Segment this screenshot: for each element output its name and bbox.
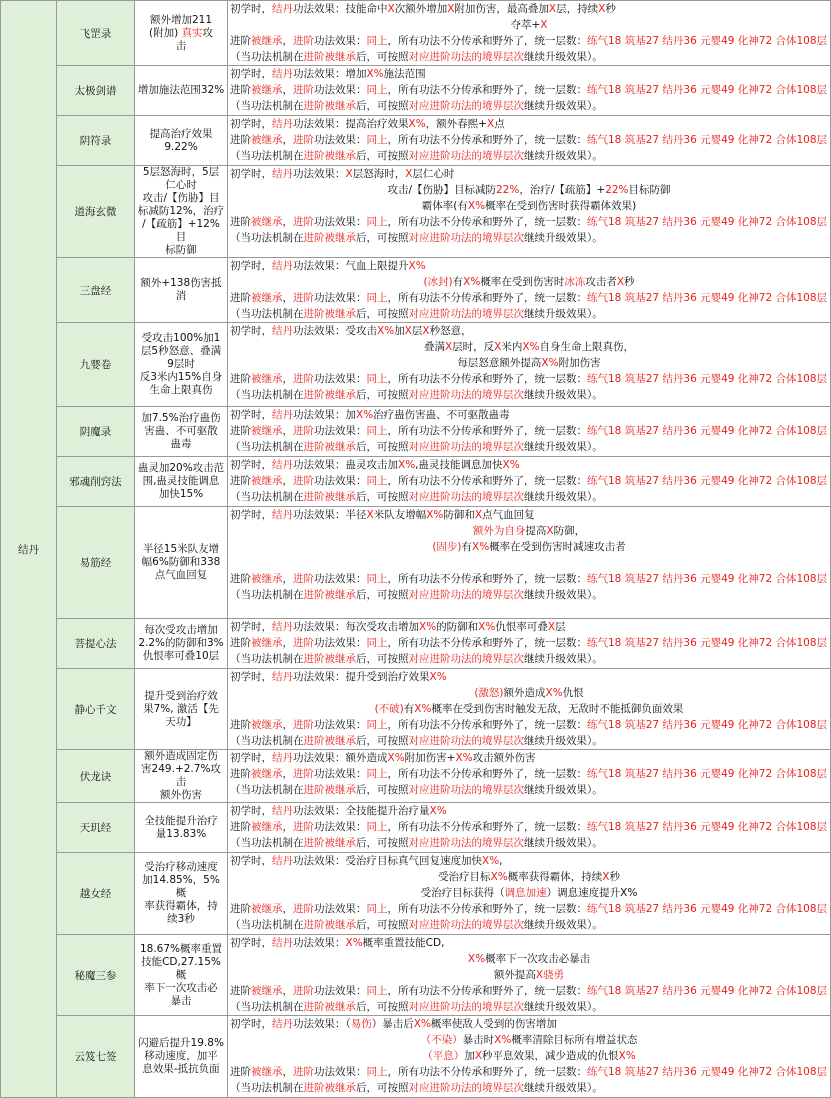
base-effect-line: 息效果-抵抗负面 bbox=[142, 1063, 220, 1075]
technique-description bbox=[228, 507, 831, 619]
initial-effect-line: 初学时，结丹功法效果：全技能提升治疗量X% bbox=[230, 805, 447, 817]
upgrade-note-line: （当功法机制在进阶被继承后，可按照对应进阶功法的境界层次继续升级效果）。 bbox=[230, 1082, 603, 1094]
technique-name: 九婴卷 bbox=[57, 323, 135, 407]
technique-name: 天玑经 bbox=[57, 803, 135, 853]
technique-row bbox=[1, 258, 831, 323]
technique-row bbox=[1, 669, 831, 750]
initial-effect-line: 初学时，结丹功法效果：X层怒海时，X层仁心时 bbox=[230, 168, 455, 180]
base-effect bbox=[135, 407, 228, 457]
stage-label: 结丹 bbox=[1, 1, 57, 1098]
base-effect-line: 2.2%的防御和3% bbox=[138, 637, 224, 649]
effect-detail-line: (固步)有X%概率在受到伤害时减速攻击者 bbox=[432, 541, 626, 553]
technique-row bbox=[1, 323, 831, 407]
base-effect bbox=[135, 116, 228, 166]
base-effect-line: 技能CD,27.15%概 bbox=[141, 955, 221, 981]
base-effect-line: 9层时 bbox=[167, 358, 195, 370]
base-effect-line: /【疏筋】+12%目 bbox=[142, 218, 220, 243]
base-effect-line: 标减防12%，治疗 bbox=[137, 205, 225, 217]
advancement-line: 进阶被继承，进阶功法效果：同上，所有功法不分传承和野外了，统一层数：练气18 筑基27 结丹36 元婴49 化神72 合体108层 bbox=[230, 637, 828, 649]
technique-row bbox=[1, 407, 831, 457]
base-effect bbox=[135, 935, 228, 1016]
base-effect bbox=[135, 1, 228, 66]
upgrade-note-line: （当功法机制在进阶被继承后，可按照对应进阶功法的境界层次继续升级效果）。 bbox=[230, 653, 603, 665]
base-effect-line: 18.67%概率重置 bbox=[139, 942, 223, 955]
technique-name: 静心千文 bbox=[57, 669, 135, 750]
base-effect-line: 害蛊、不可驱散 bbox=[144, 425, 218, 437]
base-effect-line: 受攻击100%加1 bbox=[141, 332, 221, 344]
advancement-line: 进阶被继承，进阶功法效果：同上，所有功法不分传承和野外了，统一层数：练气18 筑基27 结丹36 元婴49 化神72 合体108层 bbox=[230, 821, 828, 833]
technique-row bbox=[1, 116, 831, 166]
initial-effect-line: 初学时，结丹功法效果：蛊灵攻击加X%,蛊灵技能调息加快X% bbox=[230, 459, 520, 471]
base-effect-line: 标防御 bbox=[165, 244, 197, 256]
base-effect bbox=[135, 619, 228, 669]
initial-effect-line: 初学时，结丹功法效果：受攻击X%加X层X秒怒意， bbox=[230, 325, 472, 337]
base-effect-line: 消 bbox=[175, 290, 187, 302]
effect-detail-line: 霸体率(有X%概率在受到伤害时获得霸体效果) bbox=[421, 200, 637, 212]
upgrade-note-line: （当功法机制在进阶被继承后，可按照对应进阶功法的境界层次继续升级效果）。 bbox=[230, 491, 603, 503]
base-effect-line: 反3米内15%自身 bbox=[139, 371, 223, 383]
base-effect-line: 仇恨率可叠10层 bbox=[142, 650, 220, 662]
technique-row bbox=[1, 1, 831, 66]
technique-name: 道海玄微 bbox=[57, 166, 135, 258]
technique-description bbox=[228, 935, 831, 1016]
base-effect-line: 闪避后提升19.8% bbox=[138, 1037, 224, 1049]
initial-effect-line: 初学时，结丹功法效果：X%概率重置技能CD, bbox=[230, 937, 445, 949]
technique-row bbox=[1, 803, 831, 853]
base-effect bbox=[135, 853, 228, 935]
technique-row bbox=[1, 507, 831, 619]
base-effect-line: 移动速度，加平 bbox=[144, 1050, 218, 1062]
base-effect-line: 9.22% bbox=[164, 140, 198, 153]
technique-description bbox=[228, 619, 831, 669]
base-effect bbox=[135, 457, 228, 507]
upgrade-note-line: （当功法机制在进阶被继承后，可按照对应进阶功法的境界层次继续升级效果）。 bbox=[230, 232, 603, 244]
technique-row bbox=[1, 619, 831, 669]
base-effect-line: 点气血回复 bbox=[154, 569, 208, 581]
base-effect-line: 害249.+2.7%攻击 bbox=[141, 763, 221, 788]
upgrade-note-line: （当功法机制在进阶被继承后，可按照对应进阶功法的境界层次继续升级效果）。 bbox=[230, 735, 603, 747]
technique-row bbox=[1, 166, 831, 258]
effect-detail-line bbox=[230, 555, 828, 571]
technique-name: 飞罡录 bbox=[57, 1, 135, 66]
technique-description bbox=[228, 853, 831, 935]
base-effect-line: 果7%, 激活【先 bbox=[143, 702, 219, 715]
base-effect-line: 每次受攻击增加 bbox=[144, 624, 218, 636]
base-effect-line: 提升受到治疗效 bbox=[144, 689, 218, 702]
base-effect-line: 加快15% bbox=[158, 488, 204, 500]
initial-effect-line: 初学时，结丹功法效果：每次受攻击增加X%的防御和X%仇恨率可叠X层 bbox=[230, 621, 566, 633]
technique-row bbox=[1, 457, 831, 507]
advancement-line: 进阶被继承，进阶功法效果：同上，所有功法不分传承和野外了，统一层数：练气18 筑基27 结丹36 元婴49 化神72 合体108层 bbox=[230, 425, 828, 437]
base-effect bbox=[135, 507, 228, 619]
technique-name: 菩提心法 bbox=[57, 619, 135, 669]
base-effect bbox=[135, 323, 228, 407]
base-effect-line: 率下一次攻击必 bbox=[144, 981, 218, 994]
technique-name: 邪魂削窍法 bbox=[57, 457, 135, 507]
technique-description bbox=[228, 457, 831, 507]
technique-row bbox=[1, 935, 831, 1016]
upgrade-note-line: （当功法机制在进阶被继承后，可按照对应进阶功法的境界层次继续升级效果）。 bbox=[230, 589, 603, 601]
base-effect-line: 提高治疗效果 bbox=[149, 127, 213, 140]
effect-detail-line: 额外为自身提高X防御， bbox=[472, 525, 586, 537]
base-effect-line: 围,蛊灵技能调息 bbox=[142, 475, 220, 487]
effect-detail-line: 每层怒意额外提高X%附加伤害 bbox=[457, 357, 601, 369]
effect-detail-line: 攻击/【伤胁】目标减防22%，治疗/【疏筋】+22%目标防御 bbox=[387, 184, 671, 196]
advancement-line: 进阶被继承，进阶功法效果：同上，所有功法不分传承和野外了，统一层数：练气18 筑基27 结丹36 元婴49 化神72 合体108层 bbox=[230, 134, 828, 146]
base-effect-line: 暴击 bbox=[170, 994, 192, 1007]
base-effect-line: 率获得霸体，持 bbox=[144, 900, 218, 912]
initial-effect-line: 初学时，结丹功法效果：气血上限提升X% bbox=[230, 260, 426, 272]
technique-description bbox=[228, 116, 831, 166]
technique-name: 三盘经 bbox=[57, 258, 135, 323]
upgrade-note-line: （当功法机制在进阶被继承后，可按照对应进阶功法的境界层次继续升级效果）。 bbox=[230, 308, 603, 320]
base-effect-line: 蛊灵加20%攻击范 bbox=[137, 462, 225, 474]
effect-detail-line: （平息）加X秒平息效果，减少造成的仇恨X% bbox=[422, 1050, 636, 1062]
base-effect bbox=[135, 1016, 228, 1098]
technique-description bbox=[228, 1016, 831, 1098]
initial-effect-line: 初学时，结丹功法效果：受治疗目标真气回复速度加快X%, bbox=[230, 855, 503, 867]
base-effect-line: 量13.83% bbox=[155, 827, 207, 840]
technique-name: 易筋经 bbox=[57, 507, 135, 619]
technique-description bbox=[228, 669, 831, 750]
base-effect-line: 天功】 bbox=[165, 715, 197, 728]
base-effect-line: 额外造成固定伤 bbox=[144, 750, 218, 762]
base-effect-line: 幅6%防御和338 bbox=[141, 556, 221, 568]
advancement-line: 进阶被继承，进阶功法效果：同上，所有功法不分传承和野外了，统一层数：练气18 筑基27 结丹36 元婴49 化神72 合体108层 bbox=[230, 573, 828, 585]
advancement-line: 进阶被继承，进阶功法效果：同上，所有功法不分传承和野外了，统一层数：练气18 筑基27 结丹36 元婴49 化神72 合体108层 bbox=[230, 292, 828, 304]
effect-detail-line: (激怒)额外造成X%仇恨 bbox=[474, 687, 584, 699]
technique-description bbox=[228, 750, 831, 803]
advancement-line: 进阶被继承，进阶功法效果：同上，所有功法不分传承和野外了，统一层数：练气18 筑基27 结丹36 元婴49 化神72 合体108层 bbox=[230, 903, 828, 915]
base-effect bbox=[135, 669, 228, 750]
technique-name: 太极剑谱 bbox=[57, 66, 135, 116]
advancement-line: 进阶被继承，进阶功法效果：同上，所有功法不分传承和野外了，统一层数：练气18 筑基27 结丹36 元婴49 化神72 合体108层 bbox=[230, 1066, 828, 1078]
initial-effect-line: 初学时，结丹功法效果：增加X%施法范围 bbox=[230, 68, 426, 80]
initial-effect-line: 初学时，结丹功法效果：技能命中X次额外增加X附加伤害，最高叠加X层，持续X秒 bbox=[230, 3, 616, 15]
base-effect-line: 5层怒海时，5层 bbox=[142, 166, 220, 178]
advancement-line: 进阶被继承，进阶功法效果：同上，所有功法不分传承和野外了，统一层数：练气18 筑基27 结丹36 元婴49 化神72 合体108层 bbox=[230, 84, 828, 96]
effect-detail-line: (冰封)有X%概率在受到伤害时冰冻攻击者X秒 bbox=[423, 276, 635, 288]
technique-name: 伏龙诀 bbox=[57, 750, 135, 803]
base-effect-line: 增加施法范围32% bbox=[137, 84, 225, 96]
technique-description bbox=[228, 323, 831, 407]
upgrade-note-line: （当功法机制在进阶被继承后，可按照对应进阶功法的境界层次继续升级效果）。 bbox=[230, 389, 603, 401]
base-effect-line: 额外增加211 bbox=[149, 13, 213, 26]
technique-row bbox=[1, 66, 831, 116]
technique-description bbox=[228, 66, 831, 116]
technique-name: 秘魔三参 bbox=[57, 935, 135, 1016]
technique-row bbox=[1, 853, 831, 935]
advancement-line: 进阶被继承，进阶功法效果：同上，所有功法不分传承和野外了，统一层数：练气18 筑基27 结丹36 元婴49 化神72 合体108层 bbox=[230, 35, 828, 47]
effect-detail-line: （不染）暴击时X%概率清除目标所有增益状态 bbox=[420, 1034, 638, 1046]
initial-effect-line: 初学时，结丹功法效果：半径X米队友增幅X%防御和X点气血回复 bbox=[230, 509, 535, 521]
technique-name: 越女经 bbox=[57, 853, 135, 935]
base-effect-line: 生命上限真伤 bbox=[149, 384, 213, 396]
base-effect-line: 额外+138伤害抵 bbox=[140, 277, 222, 289]
base-effect-line: 全技能提升治疗 bbox=[144, 814, 218, 827]
base-effect bbox=[135, 750, 228, 803]
base-effect-line: 击 bbox=[175, 39, 187, 52]
technique-description bbox=[228, 1, 831, 66]
base-effect-line: 续3秒 bbox=[167, 913, 195, 925]
initial-effect-line: 初学时，结丹功法效果：提高治疗效果X%，额外春熙+X点 bbox=[230, 118, 505, 130]
base-effect-line: 额外伤害 bbox=[160, 789, 202, 801]
upgrade-note-line: （当功法机制在进阶被继承后，可按照对应进阶功法的境界层次继续升级效果）。 bbox=[230, 1001, 603, 1013]
initial-effect-line: 初学时，结丹功法效果：加X%治疗蛊伤害蛊、不可驱散蛊毒 bbox=[230, 409, 510, 421]
base-effect-line: 加7.5%治疗蛊伤 bbox=[141, 412, 221, 424]
effect-detail-line: 额外提高X骁勇 bbox=[493, 969, 565, 981]
effect-detail-line: 夺萃+X bbox=[510, 19, 548, 31]
upgrade-note-line: （当功法机制在进阶被继承后，可按照对应进阶功法的境界层次继续升级效果）。 bbox=[230, 51, 603, 63]
advancement-line: 进阶被继承，进阶功法效果：同上，所有功法不分传承和野外了，统一层数：练气18 筑基27 结丹36 元婴49 化神72 合体108层 bbox=[230, 475, 828, 487]
technique-name: 阴符录 bbox=[57, 116, 135, 166]
base-effect-line: 蛊毒 bbox=[170, 438, 192, 450]
advancement-line: 进阶被继承，进阶功法效果：同上，所有功法不分传承和野外了，统一层数：练气18 筑基27 结丹36 元婴49 化神72 合体108层 bbox=[230, 216, 828, 228]
base-effect-line: 半径15米队友增 bbox=[142, 543, 220, 555]
base-effect-line: 层5秒怒意、叠满 bbox=[140, 345, 222, 357]
base-effect bbox=[135, 803, 228, 853]
base-effect-line: (附加) 真实攻 bbox=[148, 26, 214, 39]
upgrade-note-line: （当功法机制在进阶被继承后，可按照对应进阶功法的境界层次继续升级效果）。 bbox=[230, 100, 603, 112]
advancement-line: 进阶被继承，进阶功法效果：同上，所有功法不分传承和野外了，统一层数：练气18 筑基27 结丹36 元婴49 化神72 合体108层 bbox=[230, 768, 828, 780]
base-effect-line: 受治疗移动速度 bbox=[144, 861, 218, 873]
technique-description bbox=[228, 803, 831, 853]
technique-name: 云笈七签 bbox=[57, 1016, 135, 1098]
initial-effect-line: 初学时，结丹功法效果：额外造成X%附加伤害+X%攻击额外伤害 bbox=[230, 752, 536, 764]
effect-detail-line: 受治疗目标获得（调息加速）调息速度提升X% bbox=[420, 887, 638, 899]
base-effect bbox=[135, 166, 228, 258]
base-effect-line: 攻击/【伤胁】目 bbox=[142, 192, 220, 204]
technique-name: 阴魔录 bbox=[57, 407, 135, 457]
upgrade-note-line: （当功法机制在进阶被继承后，可按照对应进阶功法的境界层次继续升级效果）。 bbox=[230, 784, 603, 796]
base-effect-line: 仁心时 bbox=[165, 179, 197, 191]
effect-detail-line: 受治疗目标X%概率获得霸体，持续X秒 bbox=[438, 871, 620, 883]
effect-detail-line: 叠满X层时，反X米内X%自身生命上限真伤， bbox=[423, 341, 635, 353]
base-effect-line: 加14.85%，5%概 bbox=[142, 874, 220, 899]
effect-detail-line: (不破)有X%概率在受到伤害时触发无敌，无敌时不能抵御负面效果 bbox=[374, 703, 684, 715]
technique-row bbox=[1, 1016, 831, 1098]
base-effect bbox=[135, 66, 228, 116]
upgrade-note-line: （当功法机制在进阶被继承后，可按照对应进阶功法的境界层次继续升级效果）。 bbox=[230, 441, 603, 453]
advancement-line: 进阶被继承，进阶功法效果：同上，所有功法不分传承和野外了，统一层数：练气18 筑基27 结丹36 元婴49 化神72 合体108层 bbox=[230, 719, 828, 731]
upgrade-note-line: （当功法机制在进阶被继承后，可按照对应进阶功法的境界层次继续升级效果）。 bbox=[230, 919, 603, 931]
upgrade-note-line: （当功法机制在进阶被继承后，可按照对应进阶功法的境界层次继续升级效果）。 bbox=[230, 150, 603, 162]
technique-description bbox=[228, 407, 831, 457]
base-effect bbox=[135, 258, 228, 323]
technique-description bbox=[228, 166, 831, 258]
initial-effect-line: 初学时，结丹功法效果：提升受到治疗效果X% bbox=[230, 671, 447, 683]
upgrade-note-line: （当功法机制在进阶被继承后，可按照对应进阶功法的境界层次继续升级效果）。 bbox=[230, 837, 603, 849]
initial-effect-line: 初学时，结丹功法效果：（易伤）暴击后X%概率使敌人受到的伤害增加 bbox=[230, 1018, 557, 1030]
technique-row bbox=[1, 750, 831, 803]
effect-detail-line: X%概率下一次攻击必暴击 bbox=[467, 953, 591, 965]
advancement-line: 进阶被继承，进阶功法效果：同上，所有功法不分传承和野外了，统一层数：练气18 筑基27 结丹36 元婴49 化神72 合体108层 bbox=[230, 373, 828, 385]
advancement-line: 进阶被继承，进阶功法效果：同上，所有功法不分传承和野外了，统一层数：练气18 筑基27 结丹36 元婴49 化神72 合体108层 bbox=[230, 985, 828, 997]
technique-description bbox=[228, 258, 831, 323]
